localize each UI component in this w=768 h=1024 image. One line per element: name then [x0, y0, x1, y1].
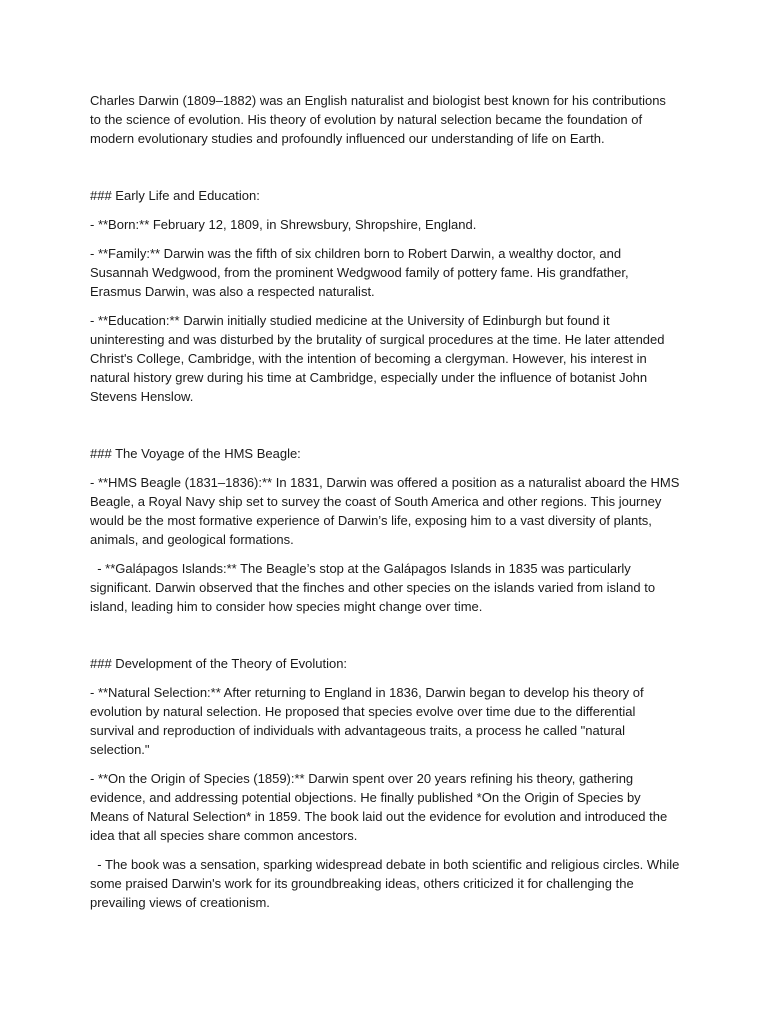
paragraph-origin-of-species: - **On the Origin of Species (1859):** Darwin spent over 20 years refining his theory, gathering evidence, and addressing potential objections. He finally published *On the Origin of Species by Means of Natural Selection* in 1859. The book laid out the evidence for evolution and introduced the idea that all species share common ancestors.: [90, 771, 671, 843]
paragraph-natural-selection: - **Natural Selection:** After returning to England in 1836, Darwin began to develop his theory of evolution by natural selection. He proposed that species evolve over time due to the differential survival and reproduction of individuals with advantageous traits, a process he called "natural selection.": [90, 685, 648, 757]
document-body: [90, 91, 684, 922]
paragraph-family: - **Family:** Darwin was the fifth of six children born to Robert Darwin, a wealthy doctor, and Susannah Wedgwood, from the prominent Wedgwood family of pottery fame. His grandfather, Erasmus Darwin, was also a respected naturalist.: [90, 246, 633, 299]
paragraph-galapagos: - **Galápagos Islands:** The Beagle’s stop at the Galápagos Islands in 1835 was particularly significant. Darwin observed that the finches and other species on the islands varied from island to island, leading him to consider how species might change over time.: [90, 561, 659, 614]
paragraph-hms-beagle: - **HMS Beagle (1831–1836):** In 1831, Darwin was offered a position as a naturalist aboard the HMS Beagle, a Royal Navy ship set to survey the coast of South America and other regions. This journey would be the most formative experience of Darwin’s life, exposing him to a vast diversity of plants, animals, and geological formations.: [90, 475, 684, 547]
paragraph-education: - **Education:** Darwin initially studied medicine at the University of Edinburgh but found it uninteresting and was disturbed by the brutality of surgical procedures at the time. He later attended Christ's College, Cambridge, with the intention of becoming a clergyman. However, his interest in natural history grew during his time at Cambridge, especially under the influence of botanist John Stevens Henslow.: [90, 313, 669, 404]
section-heading-theory: ### Development of the Theory of Evolution:: [90, 656, 348, 671]
paragraph-born: - **Born:** February 12, 1809, in Shrewsbury, Shropshire, England.: [90, 217, 477, 232]
intro-paragraph: Charles Darwin (1809–1882) was an English naturalist and biologist best known for his contributions to the science of evolution. His theory of evolution by natural selection became the foundation of modern evolutionary studies and profoundly influenced our understanding of life on Earth.: [90, 93, 670, 146]
section-heading-voyage: ### The Voyage of the HMS Beagle:: [90, 446, 301, 461]
paragraph-book-sensation: - The book was a sensation, sparking widespread debate in both scientific and religious circles. While some praised Darwin's work for its groundbreaking ideas, others criticized it for challenging the prevailing views of creationism.: [90, 857, 684, 910]
section-heading-early-life: ### Early Life and Education:: [90, 188, 260, 203]
